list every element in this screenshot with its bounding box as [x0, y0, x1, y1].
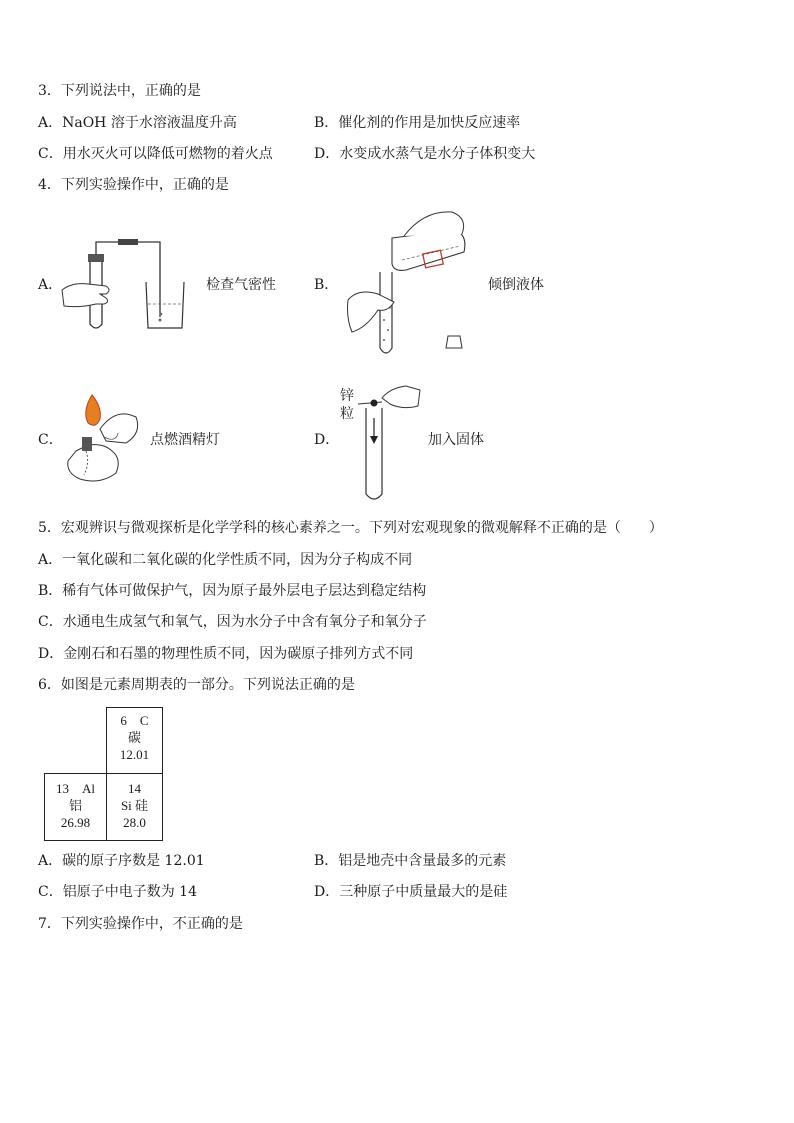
carbon-name: 碳	[127, 730, 141, 745]
pour-liquid-figure	[344, 208, 474, 360]
question-3-option-a: A．NaOH 溶于水溶液温度升高	[38, 115, 237, 131]
question-4-option-a-caption: 检查气密性	[206, 277, 276, 293]
question-5-option-d: D．金刚石和石墨的物理性质不同，因为碳原子排列方式不同	[38, 646, 414, 662]
question-5-option-b: B．稀有气体可做保护气，因为原子最外层电子层达到稳定结构	[38, 583, 427, 599]
question-6-option-b: B．铝是地壳中含量最多的元素	[314, 853, 507, 869]
question-4-option-b-letter: B．	[314, 277, 339, 293]
alcohol-lamp-figure	[60, 393, 144, 489]
question-4-option-b-caption: 倾倒液体	[488, 277, 544, 293]
question-3-option-b: B．催化剂的作用是加快反应速率	[314, 115, 521, 131]
element-cell-carbon	[106, 707, 163, 774]
silicon-number: 14	[128, 781, 141, 796]
question-3-stem: 3．下列说法中，正确的是	[38, 83, 201, 99]
question-6-option-c: C．铝原子中电子数为 14	[38, 884, 197, 900]
aluminum-name: 铝	[68, 798, 82, 813]
question-4-option-c-letter: C．	[38, 432, 63, 448]
silicon-mass: 28.0	[123, 815, 146, 830]
carbon-number-symbol: 6 C	[120, 713, 149, 728]
carbon-mass: 12.01	[119, 747, 150, 762]
question-4-option-d-letter: D．	[314, 432, 340, 448]
zinc-label-top: 锌	[340, 388, 354, 404]
question-5-option-c: C．水通电生成氢气和氧气，因为水分子中含有氧分子和氧分子	[38, 614, 427, 630]
question-4-option-a-letter: A．	[38, 277, 63, 293]
question-3-option-d: D．水变成水蒸气是水分子体积变大	[314, 146, 536, 162]
aluminum-mass: 26.98	[60, 815, 91, 830]
question-6-option-a: A．碳的原子序数是 12.01	[38, 853, 205, 869]
question-6-option-d: D．三种原子中质量最大的是硅	[314, 884, 508, 900]
airtightness-check-figure	[60, 232, 195, 332]
question-6-stem: 6．如图是元素周期表的一部分。下列说法正确的是	[38, 677, 355, 693]
question-7-stem: 7．下列实验操作中，不正确的是	[38, 916, 243, 932]
question-5-option-a: A．一氧化碳和二氧化碳的化学性质不同，因为分子构成不同	[38, 552, 413, 568]
question-4-stem: 4．下列实验操作中，正确的是	[38, 177, 229, 193]
question-4-option-d-caption: 加入固体	[428, 432, 484, 448]
question-3-option-c: C．用水灭火可以降低可燃物的着火点	[38, 146, 273, 162]
question-4-option-c-caption: 点燃酒精灯	[150, 432, 220, 448]
add-solid-figure	[354, 384, 424, 504]
silicon-symbol-name: Si 硅	[120, 798, 149, 813]
periodic-table-excerpt	[44, 707, 164, 841]
aluminum-number-symbol: 13 Al	[55, 781, 95, 796]
zinc-label-bottom: 粒	[340, 406, 354, 422]
question-5-stem: 5．宏观辨识与微观探析是化学学科的核心素养之一。下列对宏观现象的微观解释不正确的是（ ）	[38, 520, 663, 536]
element-cell-aluminum	[44, 773, 107, 841]
element-cell-silicon	[106, 773, 163, 841]
